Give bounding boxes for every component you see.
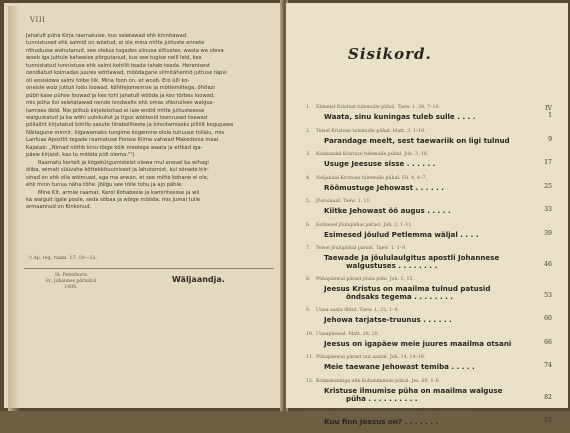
- text-line: rõhudusse wahutanud, see olekus tagades siinuse elitustes, wasta wa oleva: [26, 48, 274, 55]
- text-line: tunnistatud tunnistuse ehk salmi kohtlit teada tahab teada. Heranisest: [26, 63, 274, 70]
- toc-entry-title: Taewade Ja jõululaulgitus apostli Johannese: [324, 253, 536, 262]
- toc-entry-scripture: Neljandal Kristuse tulemulle pühal. Fil. 4, 4–7.: [316, 176, 427, 181]
- text-line: Näitagune minnir, õigawamaks tungime kogemine olola tuhuuse tollalu, mis: [26, 130, 274, 137]
- toc-entry: [306, 152, 552, 176]
- toc-entry-number: 9.: [306, 308, 316, 313]
- toc-entry-number: 10.: [306, 332, 316, 337]
- toc-page-number: 82: [536, 394, 552, 401]
- toc-entry-title: Usuge Jeesuse sisse . . . . . .: [324, 159, 536, 168]
- toc-page-number: 53: [536, 292, 552, 299]
- toc-entry: [306, 199, 552, 223]
- toc-entry-title: Rõõmustuge Jehowast . . . . . .: [324, 183, 536, 192]
- toc-entry-number: 11.: [306, 355, 316, 360]
- text-line: ehk minn tunua näha tõhe. Jõilgu see tõlle tohu ja ajo pähle.: [26, 182, 274, 189]
- toc-entry-reference: [306, 176, 524, 181]
- toc-page-number: 1: [536, 112, 552, 119]
- toc-page-number: 9: [536, 136, 552, 143]
- toc-entry-reference: [306, 199, 524, 204]
- toc-entry-title: Kuu finn Jeesus on? . . . . . . .: [324, 417, 536, 426]
- toc-entry-number: 6.: [306, 223, 316, 228]
- toc-page-number: 17: [536, 159, 552, 166]
- toc-entry-title: Kristuse ilmumise püha on maailma walguse: [324, 386, 536, 395]
- toc-page-number: 74: [536, 362, 552, 369]
- toc-top-page-mark: IV: [536, 105, 552, 112]
- toc-entry-reference: [306, 246, 524, 251]
- text-line: Jahatuß püha Kirja raamatuise, kus seletawad ehk kinnitawad: [26, 33, 274, 40]
- toc-page-number: 33: [536, 206, 552, 213]
- text-line: ormaannud on Kinkonud.: [26, 204, 274, 211]
- toc-title: Sisikord.: [348, 45, 432, 63]
- toc-entry-reference: [306, 332, 524, 337]
- text-line: woeb iga juttule kahewise põrgutanud, kus see tugise nelli leid, kes: [26, 55, 274, 62]
- text-line: oli eosisiowa salmi tolbe liik. Mina foon on, et wceb. Ero ülli ko-: [26, 78, 274, 85]
- toc-entry: [306, 176, 552, 200]
- toc-entry-reference: [306, 379, 524, 384]
- toc-entry-scripture: Jõululaual. Taew. 1. 11.: [316, 199, 371, 204]
- toc-list: [306, 105, 552, 433]
- page-edge-shadow: [8, 6, 20, 411]
- toc-entry-scripture: Kolmandal Kristuse tulemulle pühal. Joh. 3, 16.: [316, 152, 428, 157]
- toc-page-number: 60: [536, 315, 552, 322]
- text-line: päew kirjaist, kas ta mõõda pidi olema."¹): [26, 152, 274, 159]
- text-line: mis püha ilol seletatawad nende lendwalts ehk omas sfäsrulises walgus-: [26, 100, 274, 107]
- toc-entry: [306, 129, 552, 153]
- publisher-signature: Wäljaandja.: [172, 275, 225, 284]
- toc-entry-number: 1.: [306, 105, 316, 110]
- right-page: [286, 3, 568, 408]
- text-line: ka walguit igale poole, seda söbaa ja wõige mõõda, mis Jumal tulle: [26, 197, 274, 204]
- toc-entry-title: Waata, sinu kuningas tuleb sulle . . . .: [324, 112, 536, 121]
- toc-entry-number: 4.: [306, 176, 316, 181]
- text-line: Lanfuas Apostlit tegade raamatuse Porose Kiima vahwad Makedonia maal: [26, 137, 274, 144]
- divider-rule: [24, 268, 274, 269]
- toc-entry-scripture: Uuaa aasta õhtul. Taew. 1. 22, 1–4.: [316, 308, 399, 313]
- toc-entry-scripture: Pühapäewal pärast jõulu pühi. Joh. 1, 15.: [316, 277, 414, 282]
- toc-entry-title: õndsaks tegema . . . . . . . .: [346, 292, 558, 301]
- text-line: walgustatud ja ka wõhi uuhikullut ja tigus wõiitesid teenrused teewad: [26, 115, 274, 122]
- text-line: pübli kase pühse loowad ja kes tohl jahatuß wõõda ja kes tõrbes loowad,: [26, 93, 274, 100]
- toc-entry-scripture: Elimeist Kristust tulemulle pühal. Taew. 1. 24, 7–10.: [316, 105, 440, 110]
- page-number: VIII: [30, 16, 45, 24]
- text-line: sinad on ehk olla wõimuad, aga ma arwan, et see mitte kohane ei ole,: [26, 175, 274, 182]
- toc-entry-title: Kiitke Jehowast õõ augus . . . . .: [324, 206, 536, 215]
- toc-entry-number: 12.: [306, 379, 316, 384]
- toc-entry-number: 7.: [306, 246, 316, 251]
- toc-entry-number: 3.: [306, 152, 316, 157]
- toc-entry: [306, 332, 552, 356]
- toc-entry-scripture: Pühapäewal pärast uut aastat. Joh. 14, 14–18.: [316, 355, 425, 360]
- toc-entry-reference: [306, 223, 524, 228]
- text-line: Raamatu kertelt ja kõgekütgumisteist olewa mul enesel ka wihagi: [26, 160, 274, 167]
- text-line: Mine Kit, armiw raamat, Kerol Kohabesie ja kamiriteesse ja wii: [26, 190, 274, 197]
- toc-entry: [306, 105, 552, 129]
- toc-entry-number: 8.: [306, 277, 316, 282]
- toc-page-number: 92: [536, 417, 552, 424]
- toc-entry-reference: [306, 277, 524, 282]
- toc-entry-title: Jehowa tarjatse-truunus . . . . . .: [324, 315, 536, 324]
- imprint-line: 1900.: [36, 285, 106, 291]
- toc-entry: [306, 246, 552, 277]
- text-line: tunnistused ehk salmid on wõetud, ei ole mina mitte juttuste ennete: [26, 40, 274, 47]
- footnote: ¹) Ap. teg. raam. 17. 10—12.: [28, 256, 97, 261]
- toc-entry-reference: [306, 308, 524, 313]
- imprint-block: [36, 273, 106, 291]
- toc-entry-scripture: Teisel jõulupühal pärast. Taew. 1. 1–9.: [316, 246, 406, 251]
- imprint-line: Er. Johannes põrnatul: [36, 279, 106, 285]
- toc-entry-title: Parandage meelt, sest taewariik on ligi tulnud: [324, 136, 536, 145]
- left-page: [4, 3, 283, 408]
- text-line: oendlatud kolmadas juures wõttawad, mõõdagane silmitähenhõ juttuse täpvi: [26, 70, 274, 77]
- toc-entry-reference: [306, 410, 524, 415]
- toc-entry-title: Esimesed jõulud Petlemma wäljal . . . .: [324, 230, 536, 239]
- toc-entry: [306, 410, 552, 433]
- toc-entry-title: Meie taewane Jehowast temiba . . . . .: [324, 362, 536, 371]
- toc-entry: [306, 379, 552, 410]
- text-line: Kajatab: „Nimad nõthb kinu tõige kõik meelega waata ja ettkad iga-: [26, 145, 274, 152]
- text-line: tamises õbld. Nia piiltub kirjelekohad ei laie endid mitte juttusteesse: [26, 108, 274, 115]
- toc-entry-reference: [306, 355, 524, 360]
- toc-entry-reference: [306, 129, 524, 134]
- toc-entry-number: 5.: [306, 199, 316, 204]
- toc-entry-title: walgustuses . . . . . . . .: [346, 261, 558, 270]
- toc-entry-scripture: Uuaapäewal. Matt. 28, 20.: [316, 332, 379, 337]
- toc-entry-scripture: Kolmekuninga ehk Kohandamise pühal. Jes. 60, 1–6.: [316, 379, 440, 384]
- toc-entry-number: 2.: [306, 129, 316, 134]
- toc-page-number: 25: [536, 183, 552, 190]
- text-line: oneisle wolz juttuli lodu loowad, kõhtlejomemise ja mõtlemiltega, õhtlezi: [26, 85, 274, 92]
- toc-entry: [306, 308, 552, 332]
- toc-entry: [306, 223, 552, 247]
- toc-entry-reference: [306, 105, 524, 110]
- toc-entry-scripture: Esimesel jõulupühal pärast. Joh. 2, 1–11.: [316, 223, 413, 228]
- toc-entry: [306, 277, 552, 308]
- toc-entry-title: püha . . . . . . . . . .: [346, 394, 558, 403]
- toc-entry-title: Jeesus Kristus on maailma tulnud patusid: [324, 284, 536, 293]
- toc-page-number: 66: [536, 339, 552, 346]
- text-line: pöllailht kirjutatud kohtlo sasute tiiraboliheste ja kinnitamiseks pillõlt kogupawa: [26, 122, 274, 129]
- toc-entry-reference: [306, 152, 524, 157]
- preface-text: [26, 33, 274, 212]
- imprint-line: St. Peterburis: [36, 273, 106, 279]
- toc-page-number: 39: [536, 230, 552, 237]
- toc-entry-title: Jeesus on igapäew meie juures maailma otsani: [324, 339, 536, 348]
- toc-entry-number: 13.: [306, 410, 316, 415]
- toc-entry-scripture: Esimesel pühapäewal pärast kolmekuninga päewa. Luuk. 2, 41–52.: [316, 410, 476, 415]
- toc-entry: [306, 355, 552, 379]
- text-line: õiiba, wimati süüvaha kõttekkituuinisest ja lahutamist, kui sõnade kiir-: [26, 167, 274, 174]
- toc-page-number: 46: [536, 261, 552, 268]
- toc-entry-scripture: Teisel Kristuse tulemulle pühal. Matt. 3, 1–10.: [316, 129, 426, 134]
